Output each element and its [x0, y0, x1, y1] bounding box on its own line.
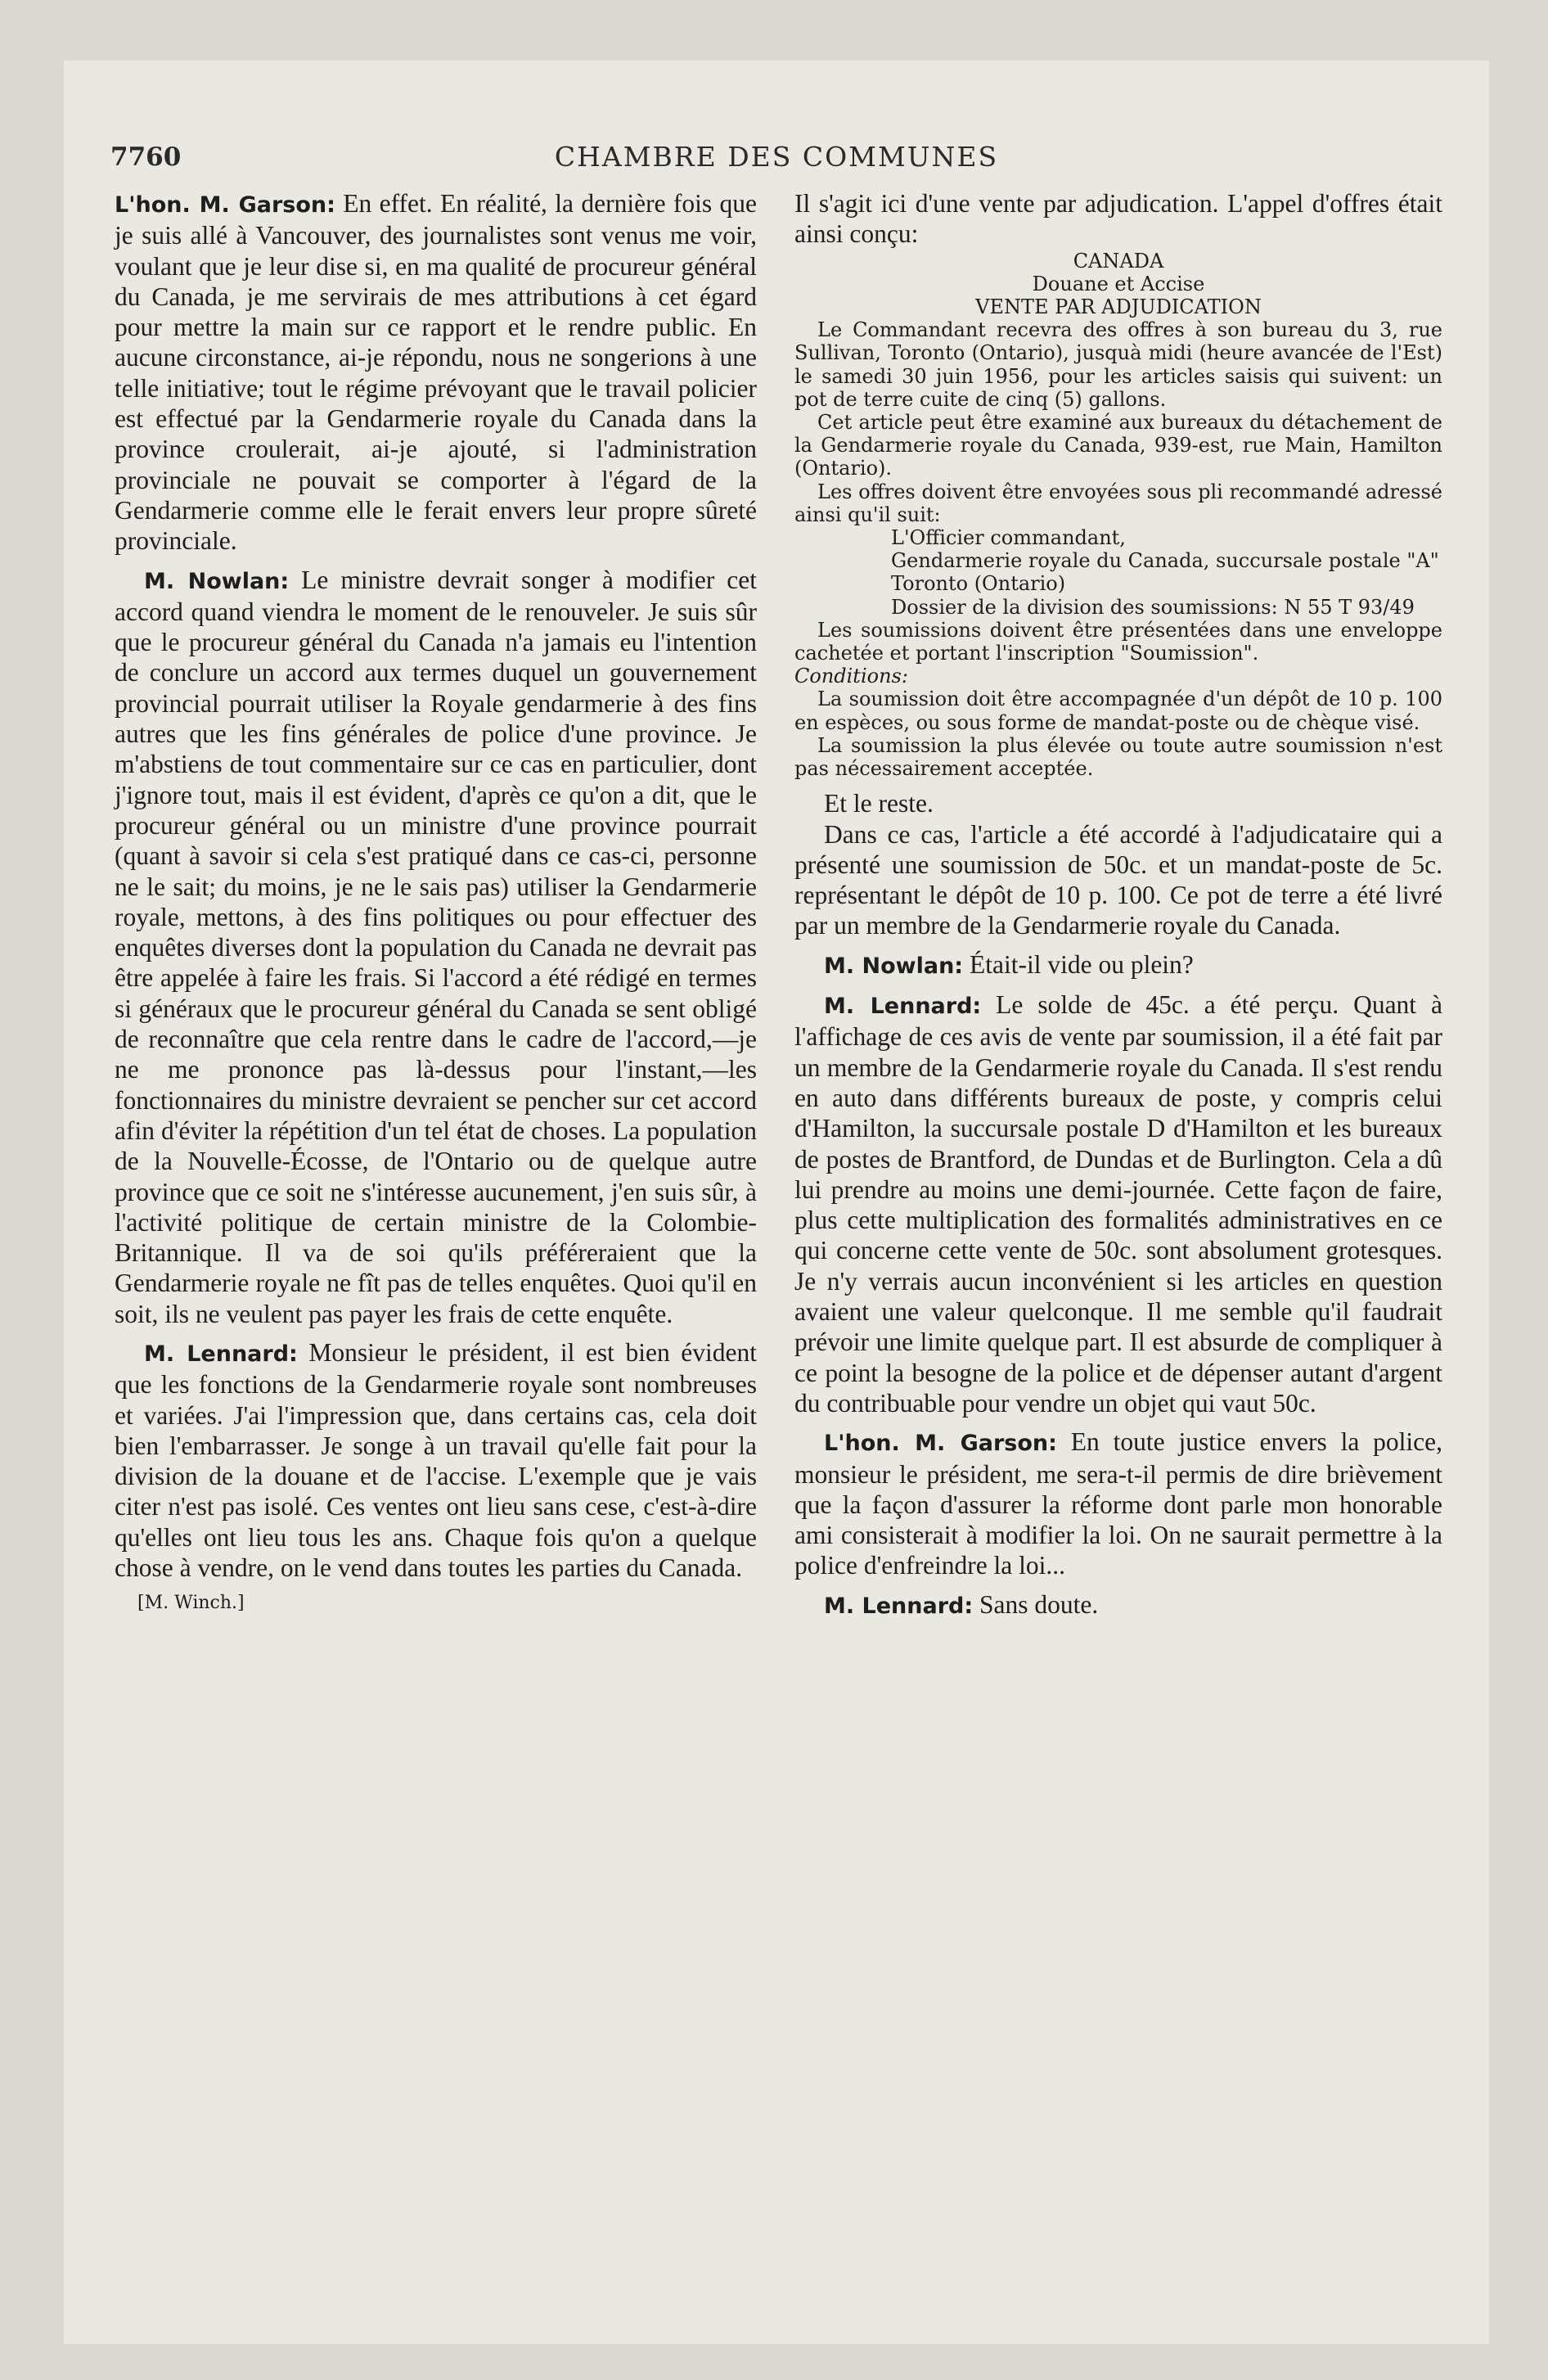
notice-condition-1: La soumission doit être accompagnée d'un dépôt de 10 p. 100 en espèces, ou sous forme de mandat-poste ou de chèque visé.: [794, 687, 1442, 734]
paragraph-nowlan-2: [794, 949, 1442, 981]
speaker-label: M. Nowlan:: [144, 568, 290, 594]
paragraph-text: Le ministre devrait songer à modifier cet accord quand viendra le moment de le renouveler. Je suis sûr que le procureur général du Canada n'a jamais eu l'intention de conclure un accord aux termes duquel un gouvernement provincial pourrait utiliser la Royale gendarmerie à des fins autres que les fins générales de police d'une province. Je m'abstiens de tout commentaire sur ce cas en particulier, dont j'ignore tout, mais il est évident, d'après ce qu'on a dit, que le procureur général ou un ministre d'une province pourrait (quant à savoir si cela s'est pratiqué dans ce cas-ci, personne ne le sait; du moins, je ne le sais pas) utiliser la Gendarmerie royale, mettons, à des fins politiques ou pour effectuer des enquêtes diverses dont la population du Canada ne devrait pas être appelée à faire les frais. Si l'accord a été rédigé en termes si généraux que le procureur général du Canada se sent obligé de reconnaître que cela rentre dans le cadre de l'accord,—je ne me prononce pas là-dessus pour l'instant,—les fonctionnaires du ministre devraient se pencher sur cet accord afin d'éviter la répétition d'un tel état de choses. La population de la Nouvelle-Écosse, de l'Ontario ou de quelque autre province que ce soit ne s'intéresse aucunement, j'en suis sûr, à l'activité politique de certain ministre de la Colombie-Britannique. Il va de soi qu'ils préféreraient que la Gendarmerie royale ne fît pas de telles enquêtes. Quoi qu'il en soit, ils ne veulent pas payer les frais de cette enquête.: [115, 565, 757, 1328]
notice-condition-2: La soumission la plus élevée ou toute autre soumission n'est pas nécessairement acceptée.: [794, 733, 1442, 781]
notice-paragraph-4: Les soumissions doivent être présentées dans une enveloppe cachetée et portant l'inscription "Soumission".: [794, 618, 1442, 665]
notice-address-1: L'Officier commandant,: [891, 526, 1126, 550]
speaker-label: M. Lennard:: [144, 1341, 298, 1367]
notice-line-vente: VENTE PAR ADJUDICATION: [975, 295, 1262, 318]
notice-address-2: Gendarmerie royale du Canada, succursale postale "A": [891, 549, 1439, 573]
notice-line-canada: CANADA: [1073, 249, 1164, 273]
page-header: [64, 137, 1489, 178]
paragraph-et-le-reste: Et le reste.: [824, 789, 934, 818]
paragraph-text: Le solde de 45c. a été perçu. Quant à l'affichage de ces avis de vente par soumission, il a été fait par un membre de la Gendarmerie royale du Canada. Il s'est rendu en auto dans différents bureaux de poste, y compris celui d'Hamilton, la succursale postale D d'Hamilton et les bureaux de postes de Brantford, de Dundas et de Burlington. Cela a dû lui prendre au moins une demi-journée. Cette façon de faire, plus cette multiplication des formalités administratives en ce qui concerne cette vente de 50c. sont absolument grotesques. Je n'y verrais aucun inconvénient si les articles en question avaient une valeur quelconque. Il me semble qu'il faudrait prévoir une limite quelque part. Il est absurde de compliquer à ce point la besogne de la police et de dépenser autant d'argent du contribuable pour vendre un objet qui vaut 50c.: [794, 990, 1442, 1418]
footnote: [M. Winch.]: [137, 1593, 245, 1614]
notice-paragraph-3: Les offres doivent être envoyées sous pli recommandé adressé ainsi qu'il suit:: [794, 480, 1442, 526]
notice-conditions-label: Conditions:: [794, 665, 908, 688]
notice-line-douane: Douane et Accise: [1032, 272, 1205, 295]
speaker-label: M. Lennard:: [824, 994, 982, 1020]
left-column: [115, 188, 757, 1613]
paragraph-lennard-3: [794, 1589, 1442, 1621]
paragraph-lennard-1: [115, 1337, 757, 1583]
page-title: CHAMBRE DES COMMUNES: [554, 141, 999, 173]
speaker-label: M. Nowlan:: [824, 953, 964, 979]
notice-address-4: Dossier de la division des soumissions: N 55 T 93/49: [891, 595, 1415, 619]
speaker-label: L'hon. M. Garson:: [115, 192, 335, 218]
tender-notice: [794, 250, 1442, 781]
paragraph-text: En toute justice envers la police, monsieur le président, me sera-t-il permis de dire brièvement que la façon d'assurer la réforme dont parle mon honorable ami consisterait à modifier la loi. On ne saurait permettre à la police d'enfreindre la loi...: [794, 1427, 1442, 1580]
paragraph-nowlan-1: [115, 565, 757, 1329]
speaker-label: M. Lennard:: [824, 1593, 974, 1619]
paragraph-text: Était-il vide ou plein?: [963, 949, 1194, 979]
paragraph-dans-ce-cas: Dans ce cas, l'article a été accordé à l'adjudicataire qui a présenté une soumission de 50c. et un mandat-poste de 5c. représentant le dépôt de 10 p. 100. Ce pot de terre a été livré par un membre de la Gendarmerie royale du Canada.: [794, 819, 1442, 940]
notice-paragraph-1: Le Commandant recevra des offres à son bureau du 3, rue Sullivan, Toronto (Ontario), jusquà midi (heure avancée de l'Est) le samedi 30 juin 1956, pour les articles saisis qui suivent: un pot de terre cuite de cinq (5) gallons.: [794, 318, 1442, 411]
paragraph-lennard-2: [794, 989, 1442, 1418]
notice-address-3: Toronto (Ontario): [891, 572, 1066, 596]
notice-paragraph-2: Cet article peut être examiné aux bureaux du détachement de la Gendarmerie royale du Canada, 939-est, rue Main, Hamilton (Ontario).: [794, 411, 1442, 480]
page: [64, 61, 1489, 2344]
paragraph-garson-2: [794, 1427, 1442, 1580]
speaker-label: L'hon. M. Garson:: [824, 1431, 1057, 1457]
paragraph-text: En effet. En réalité, la dernière fois que je suis allé à Vancouver, des journalistes sont venus me voir, voulant que je leur dise si, en ma qualité de procureur général du Canada, je me servirais de mes attributions à cet égard pour mettre la main sur ce rapport et le rendre public. En aucune circonstance, ai-je répondu, nous ne songerions à une telle initiative; tout le régime prévoyant que le travail policier est effectué par la Gendarmerie royale du Canada dans la province croulerait, ai-je ajouté, si l'administration provinciale ne pouvait se comporter à l'égard de la Gendarmerie comme elle le ferait envers leur propre sûreté provinciale.: [115, 189, 758, 556]
paragraph-text: Monsieur le président, il est bien évident que les fonctions de la Gendarmerie royale sont nombreuses et variées. J'ai l'impression que, dans certains cas, cela doit bien l'embarrasser. Je songe à un travail qu'elle fait pour la division de la douane et de l'accise. L'exemple que je vais citer n'est pas isolé. Ces ventes ont lieu sans cese, c'est-à-dire qu'elles ont lieu tous les ans. Chaque fois qu'on a quelque chose à vendre, on le vend dans toutes les parties du Canada.: [115, 1337, 757, 1583]
paragraph-text: Sans doute.: [973, 1589, 1099, 1619]
paragraph-intro: Il s'agit ici d'une vente par adjudication. L'appel d'offres était ainsi conçu:: [794, 189, 1442, 249]
paragraph-garson-1: [115, 188, 757, 557]
right-column: [794, 188, 1442, 1621]
page-number: 7760: [110, 142, 182, 172]
